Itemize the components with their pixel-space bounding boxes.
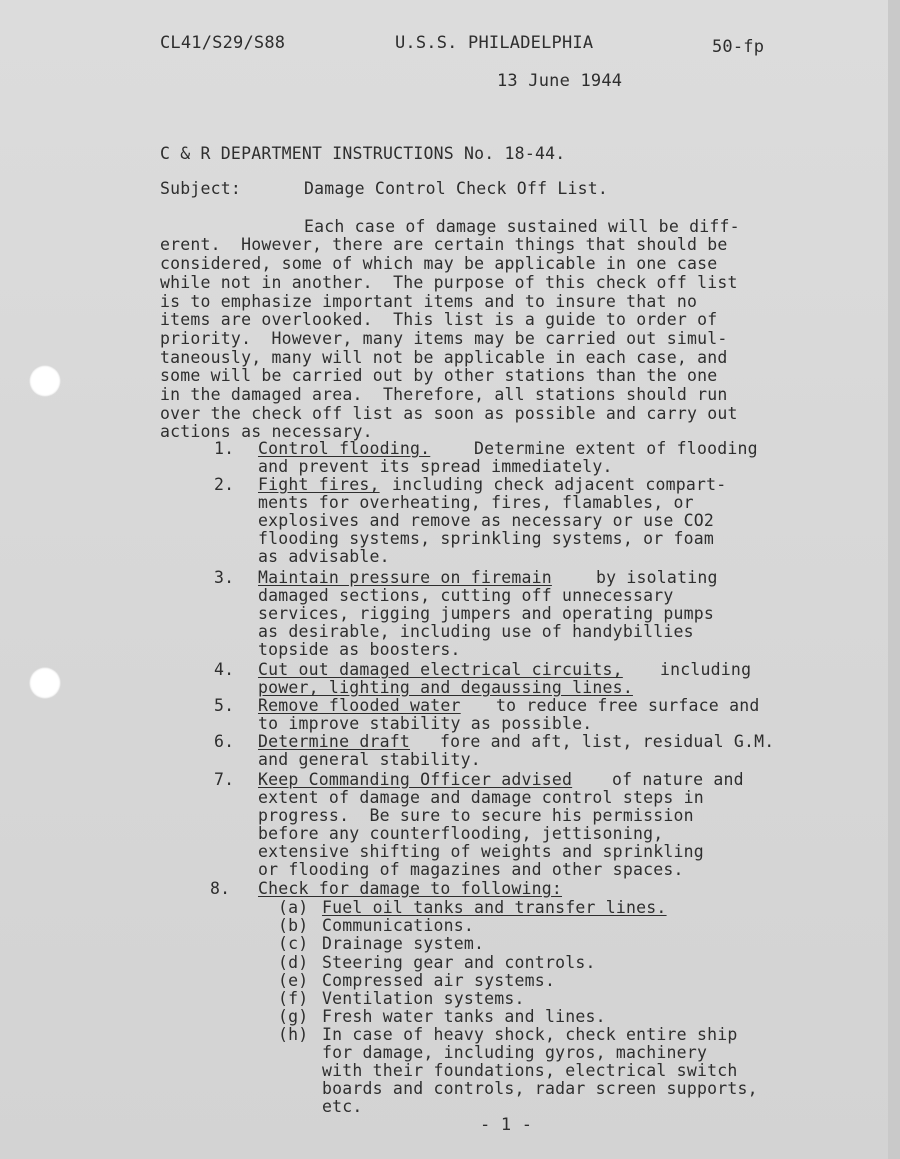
item-line: of nature and xyxy=(612,770,744,789)
item-number: 7. xyxy=(214,770,235,789)
subitem-text: Fuel oil tanks and transfer lines. xyxy=(322,898,667,917)
subitem-letter: (d) xyxy=(278,953,309,972)
document-date: 13 June 1944 xyxy=(497,71,623,91)
item-line: to reduce free surface and xyxy=(496,696,760,715)
subitem-text: Compressed air systems. xyxy=(322,971,556,990)
punch-hole-icon xyxy=(29,667,61,699)
intro-line: in the damaged area. Therefore, all stations should run xyxy=(160,385,728,404)
item-line: damaged sections, cutting off unnecessary xyxy=(258,586,674,605)
item-heading: Keep Commanding Officer advised xyxy=(258,770,573,789)
intro-line: actions as necessary. xyxy=(160,422,373,441)
subitem-text: Ventilation systems. xyxy=(322,989,525,1008)
intro-line: is to emphasize important items and to insure that no xyxy=(160,292,698,311)
item-number: 4. xyxy=(214,660,235,679)
item-line: as desirable, including use of handybillies xyxy=(258,622,694,641)
item-line: or flooding of magazines and other spaces. xyxy=(258,860,684,879)
page-number: - 1 - xyxy=(480,1115,533,1135)
item-line: ments for overheating, fires, flamables, or xyxy=(258,493,694,512)
intro-line: over the check off list as soon as possible and carry out xyxy=(160,404,738,423)
subitem-text: In case of heavy shock, check entire ship xyxy=(322,1025,738,1044)
copy-reference: 50-fp xyxy=(712,37,765,57)
item-line: and prevent its spread immediately. xyxy=(258,457,613,476)
subitem-letter: (a) xyxy=(278,898,309,917)
item-line: extensive shifting of weights and sprinkling xyxy=(258,842,704,861)
item-line: progress. Be sure to secure his permission xyxy=(258,806,694,825)
subitem-letter: (h) xyxy=(278,1025,309,1044)
intro-line: taneously, many will not be applicable in each case, and xyxy=(160,348,728,367)
item-line: and general stability. xyxy=(258,750,481,769)
subitem-text: boards and controls, radar screen supports, xyxy=(322,1079,758,1098)
subitem-letter: (c) xyxy=(278,934,309,953)
item-line: explosives and remove as necessary or use CO2 xyxy=(258,511,715,530)
item-line: extent of damage and damage control steps in xyxy=(258,788,704,807)
intro-line: some will be carried out by other stations than the one xyxy=(160,366,718,385)
item-line: by isolating xyxy=(596,568,718,587)
item-line: including xyxy=(660,660,752,679)
subitem-text: Communications. xyxy=(322,916,475,935)
item-heading: Check for damage to following: xyxy=(258,879,563,898)
item-number: 3. xyxy=(214,568,235,587)
subject-label: Subject: xyxy=(160,179,242,198)
document-title: C & R DEPARTMENT INSTRUCTIONS No. 18-44. xyxy=(160,144,566,163)
item-heading: Remove flooded water xyxy=(258,696,461,715)
item-line: Determine extent of flooding xyxy=(474,439,758,458)
item-heading: Control flooding. xyxy=(258,439,431,458)
item-number: 6. xyxy=(214,732,235,751)
intro-line: considered, some of which may be applicable in one case xyxy=(160,254,718,273)
item-heading: Maintain pressure on firemain xyxy=(258,568,552,587)
item-number: 8. xyxy=(210,879,231,898)
intro-line: erent. However, there are certain things that should be xyxy=(160,235,728,254)
item-line: as advisable. xyxy=(258,547,390,566)
subitem-text: with their foundations, electrical switch xyxy=(322,1061,738,1080)
item-line: topside as boosters. xyxy=(258,640,461,659)
punch-hole-icon xyxy=(29,365,61,397)
ship-name: U.S.S. PHILADELPHIA xyxy=(395,33,594,53)
subitem-text: Drainage system. xyxy=(322,934,485,953)
subitem-text: Steering gear and controls. xyxy=(322,953,596,972)
subitem-letter: (g) xyxy=(278,1007,309,1026)
item-line: including check adjacent compart- xyxy=(392,475,727,494)
item-line: to improve stability as possible. xyxy=(258,714,593,733)
item-heading: Determine draft xyxy=(258,732,411,751)
subject-text: Damage Control Check Off List. xyxy=(304,179,609,198)
item-line: power, lighting and degaussing lines. xyxy=(258,678,633,697)
subitem-text: Fresh water tanks and lines. xyxy=(322,1007,606,1026)
intro-line: while not in another. The purpose of this check off list xyxy=(160,273,738,292)
item-heading: Cut out damaged electrical circuits, xyxy=(258,660,623,679)
subitem-text: for damage, including gyros, machinery xyxy=(322,1043,708,1062)
item-number: 5. xyxy=(214,696,235,715)
intro-line: items are overlooked. This list is a guide to order of xyxy=(160,310,718,329)
item-heading: Fight fires, xyxy=(258,475,380,494)
item-line: services, rigging jumpers and operating pumps xyxy=(258,604,715,623)
intro-line: priority. However, many items may be carried out simul- xyxy=(160,329,728,348)
item-line: before any counterflooding, jettisoning, xyxy=(258,824,664,843)
subitem-letter: (f) xyxy=(278,989,309,1008)
item-line: fore and aft, list, residual G.M. xyxy=(440,732,775,751)
item-number: 2. xyxy=(214,475,235,494)
intro-line: Each case of damage sustained will be diff- xyxy=(304,217,740,236)
paper-edge xyxy=(888,0,900,1159)
subitem-text: etc. xyxy=(322,1097,363,1116)
subitem-letter: (e) xyxy=(278,971,309,990)
item-line: flooding systems, sprinkling systems, or foam xyxy=(258,529,715,548)
item-number: 1. xyxy=(214,439,235,458)
file-reference: CL41/S29/S88 xyxy=(160,33,286,53)
subitem-letter: (b) xyxy=(278,916,309,935)
